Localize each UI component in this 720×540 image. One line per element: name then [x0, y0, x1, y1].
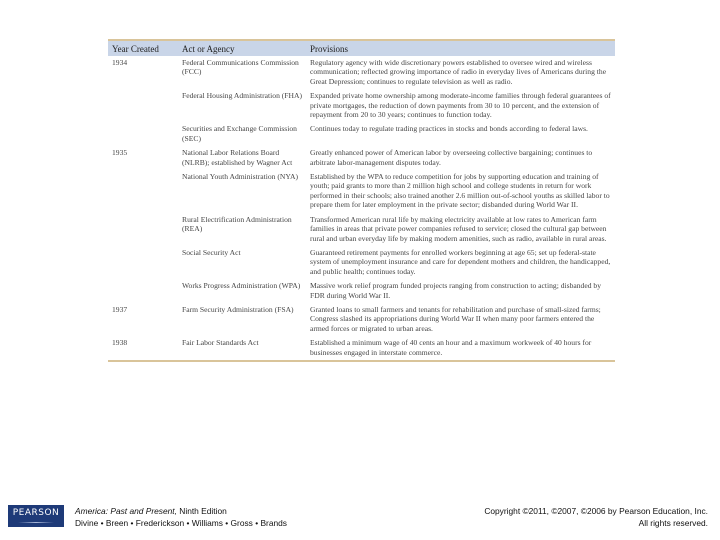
agency-cell: Social Security Act	[182, 247, 241, 257]
provisions-cell: Established by the WPA to reduce competition for jobs by supporting education and training of youth; paid grants to more than 2 million high school and college students in return for work performed in their schools; also trained another 2.6 million out-of-school youths as skilled labor to prepare them for later employment in the private sector; disbanded during World War II.	[310, 172, 610, 210]
agency-cell: Works Progress Administration (WPA)	[182, 281, 301, 291]
agency-cell: National Youth Administration (NYA)	[182, 172, 299, 182]
table-header-row	[108, 41, 615, 56]
provisions-cell: Regulatory agency with wide discretionary powers established to oversee wired and wireless communication; reflected growing importance of radio in everyday lives of Americans during the Great Depression; continues to regulate television as well as radio.	[310, 58, 607, 86]
year-cell: 1938	[112, 338, 128, 348]
agency-cell: Securities and Exchange Commission (SEC)	[182, 124, 297, 143]
year-cell	[108, 170, 178, 213]
agency-cell: Federal Housing Administration (FHA)	[182, 91, 303, 101]
provisions-cell: Established a minimum wage of 40 cents an hour and a maximum workweek of 40 hours for businesses engaged in interstate commerce.	[310, 338, 592, 357]
agency-cell: Federal Communications Commission (FCC)	[182, 58, 299, 77]
provisions-cell: Granted loans to small farmers and tenants for rehabilitation and purchase of small-sized farms; Congress slashed its appropriations during World War II when many poor farmers entered the armed forces or migrated to urban areas.	[310, 304, 601, 333]
year-cell	[108, 122, 178, 146]
provisions-cell: Expanded private home ownership among moderate-income families through federal guarantees of private mortgages, the reduction of down payments from 30 to 10 percent, and the extension of repayment from 20 to 30 years; continues to function today.	[310, 91, 611, 120]
table-row	[108, 170, 615, 213]
year-cell: 1937	[112, 304, 128, 314]
table-row	[108, 146, 615, 170]
table-row	[108, 213, 615, 246]
table-row	[108, 336, 615, 360]
year-cell: 1934	[112, 58, 128, 67]
book-citation	[75, 505, 287, 529]
book-edition: Ninth Edition	[176, 506, 227, 516]
pearson-logo	[8, 505, 64, 527]
provisions-cell: Greatly enhanced power of American labor by overseeing collective bargaining; continues to arbitrate labor-management disputes today.	[310, 148, 593, 167]
year-cell	[108, 89, 178, 122]
rights-line: All rights reserved.	[638, 518, 708, 528]
table-row	[108, 89, 615, 122]
copyright-line: Copyright ©2011, ©2007, ©2006 by Pearson Education, Inc.	[484, 506, 708, 516]
header-provisions: Provisions	[306, 41, 615, 56]
provisions-cell: Continues today to regulate trading practices in stocks and bonds according to federal laws.	[310, 124, 588, 134]
table-row	[108, 56, 615, 89]
provisions-cell: Massive work relief program funded projects ranging from construction to acting; disbanded by FDR during World War II.	[310, 281, 602, 300]
book-title: America: Past and Present,	[75, 506, 177, 516]
pearson-logo-text: PEARSON	[12, 508, 60, 518]
year-cell	[108, 279, 178, 303]
year-cell: 1935	[112, 148, 128, 158]
agency-cell: Fair Labor Standards Act	[182, 338, 259, 348]
year-cell	[108, 246, 178, 279]
copyright-notice	[484, 505, 708, 529]
table-row	[108, 303, 615, 336]
provisions-cell: Transformed American rural life by making electricity available at low rates to American farm families in areas that private power companies refused to service; closed the cultural gap between rural and urban everyday life by making modern amenities, such as radio, available in rural areas.	[310, 214, 607, 243]
agency-cell: National Labor Relations Board (NLRB); established by Wagner Act	[182, 148, 293, 167]
year-cell	[108, 213, 178, 246]
logo-swoosh-icon	[18, 522, 54, 523]
table-row	[108, 246, 615, 279]
agency-cell: Farm Security Administration (FSA)	[182, 304, 294, 314]
table-row	[108, 122, 615, 146]
header-year: Year Created	[108, 41, 178, 56]
agency-cell: Rural Electrification Administration (REA)	[182, 214, 292, 234]
provisions-cell: Guaranteed retirement payments for enrolled workers beginning at age 65; set up federal-state system of unemployment insurance and care for dependent mothers and children, the handicapped, and public health; continues today.	[310, 247, 611, 276]
header-agency: Act or Agency	[178, 41, 306, 56]
new-deal-agencies-table	[108, 39, 615, 362]
book-authors: Divine • Breen • Frederickson • Williams • Gross • Brands	[75, 518, 287, 528]
table-row	[108, 279, 615, 303]
